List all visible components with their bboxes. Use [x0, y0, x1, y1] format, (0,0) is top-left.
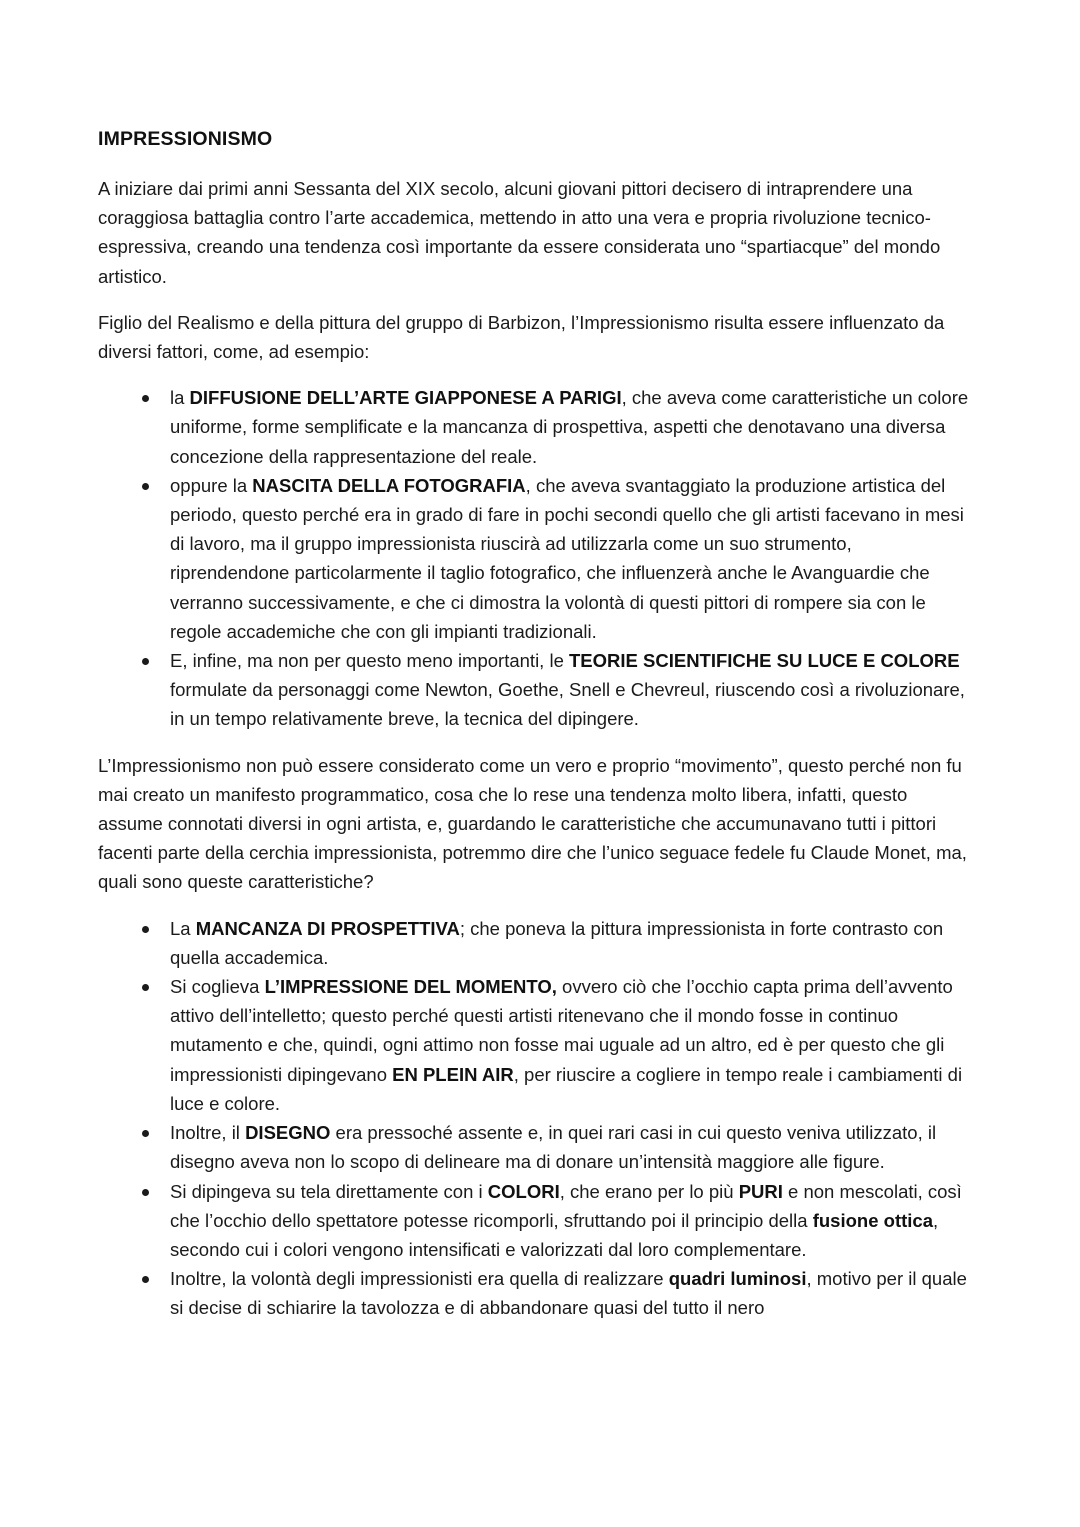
body-text: E, infine, ma non per questo meno importanti, le [170, 650, 569, 672]
body-text: Si coglieva [170, 976, 265, 998]
body-text: , che erano per lo più [559, 1180, 739, 1202]
list-item-mancanza-prospettiva [98, 914, 976, 972]
emphasis-text: DIFFUSIONE DELL’ARTE GIAPPONESE A PARIGI [189, 387, 622, 409]
emphasis-text: fusione ottica [812, 1209, 933, 1231]
emphasis-text: quadri luminosi [668, 1268, 807, 1290]
body-text: , che aveva come caratteristiche un colore uniforme, forme semplificate e la mancanza di prospettiva, aspetti che denotavano una diversa concezione della rappresentazione del reale. [170, 387, 969, 467]
body-text: e non mescolati, così che l’occhio dello spettatore potesse ricomporli, sfruttando poi il principio della [170, 1180, 962, 1231]
body-text: Inoltre, la volontà degli impressionisti era quella di realizzare [170, 1268, 669, 1290]
influences-intro-paragraph [98, 308, 976, 366]
document-body [98, 174, 976, 1323]
list-item-colori-puri [98, 1177, 976, 1265]
page-title: IMPRESSIONISMO [98, 128, 273, 150]
emphasis-text: TEORIE SCIENTIFICHE SU LUCE E COLORE [569, 650, 960, 672]
body-text: era pressoché assente e, in quei rari casi in cui questo veniva utilizzato, il disegno aveva non lo scopo di delineare ma di donare un’intensità maggiore alle figure. [170, 1122, 937, 1173]
list-item-impressione-del-momento [98, 972, 976, 1118]
body-text: oppure la [170, 474, 253, 496]
body-text: ovvero ciò che l’occhio capta prima dell’avvento attivo dell’intelletto; questo perché questi artisti ritenevano che il mondo fosse in continuo mutamento e che, quindi, ogni attimo non fosse mai uguale ad un altro, ed è per questo che gli impressionisti dipingevano [170, 976, 953, 1085]
emphasis-text: DISEGNO [245, 1122, 331, 1144]
influences-list [98, 383, 976, 733]
body-text: L’Impressionismo non può essere considerato come un vero e proprio “movimento”, questo perché non fu mai creato un manifesto programmatico, cosa che lo rese una tendenza molto libera, infatti, questo assume connotati diversi in ogni artista, e, guardando le caratteristiche che accumunavano tutti i pittori facenti parte della cerchia impressionista, potremmo dire che l’unico seguace fedele fu Claude Monet, ma, quali sono queste caratteristiche? [98, 754, 967, 893]
body-text: , che aveva svantaggiato la produzione artistica del periodo, questo perché era in grado di fare in pochi secondi quello che gli artisti facevano in mesi di lavoro, ma il gruppo impressionista riuscirà ad utilizzarla come un suo strumento, riprendendone particolarmente il taglio fotografico, che influenzerà anche le Avanguardie che verranno successivamente, e che ci dimostra la volontà di questi pittori di rompere sia con le regole accademiche che con gli impianti tradizionali. [170, 474, 964, 642]
caratteristiche-list [98, 914, 976, 1323]
list-item-teorie-scientifiche [98, 646, 976, 734]
intro-paragraph [98, 174, 976, 291]
body-text: formulate da personaggi come Newton, Goethe, Snell e Chevreul, riuscendo così a rivoluzionare, in un tempo relativamente breve, la tecnica del dipingere. [170, 679, 965, 730]
body-text: , motivo per il quale si decise di schiarire la tavolozza e di abbandonare quasi del tutto il nero [170, 1268, 967, 1319]
emphasis-text: MANCANZA DI PROSPETTIVA [195, 917, 460, 939]
emphasis-text: NASCITA DELLA FOTOGRAFIA [252, 474, 526, 496]
body-text: A iniziare dai primi anni Sessanta del XIX secolo, alcuni giovani pittori decisero di intraprendere una coraggiosa battaglia contro l’arte accademica, mettendo in atto una vera e propria rivoluzione tecnico-espressiva, creando una tendenza così importante da essere considerata uno “spartiacque” del mondo artistico. [98, 178, 941, 287]
emphasis-text: COLORI [487, 1180, 560, 1202]
movimento-paragraph [98, 751, 976, 897]
list-item-disegno [98, 1118, 976, 1176]
list-item-diffusione-arte-giapponese [98, 383, 976, 471]
body-text: , secondo cui i colori vengono intensificati e valorizzati dal loro complementare. [170, 1209, 939, 1260]
body-text: La [170, 917, 196, 939]
body-text: Inoltre, il [170, 1122, 246, 1144]
body-text: Si dipingeva su tela direttamente con i [170, 1180, 488, 1202]
emphasis-text: PURI [738, 1180, 783, 1202]
body-text: , per riuscire a cogliere in tempo reale i cambiamenti di luce e colore. [170, 1063, 963, 1114]
body-text: Figlio del Realismo e della pittura del gruppo di Barbizon, l’Impressionismo risulta essere influenzato da diversi fattori, come, ad esempio: [98, 311, 945, 363]
body-text: la [170, 387, 190, 409]
list-item-nascita-fotografia [98, 471, 976, 646]
emphasis-text: EN PLEIN AIR [392, 1063, 514, 1085]
emphasis-text: L’IMPRESSIONE DEL MOMENTO, [264, 976, 557, 998]
body-text: ; che poneva la pittura impressionista in forte contrasto con quella accademica. [170, 917, 944, 968]
list-item-quadri-luminosi [98, 1264, 976, 1322]
